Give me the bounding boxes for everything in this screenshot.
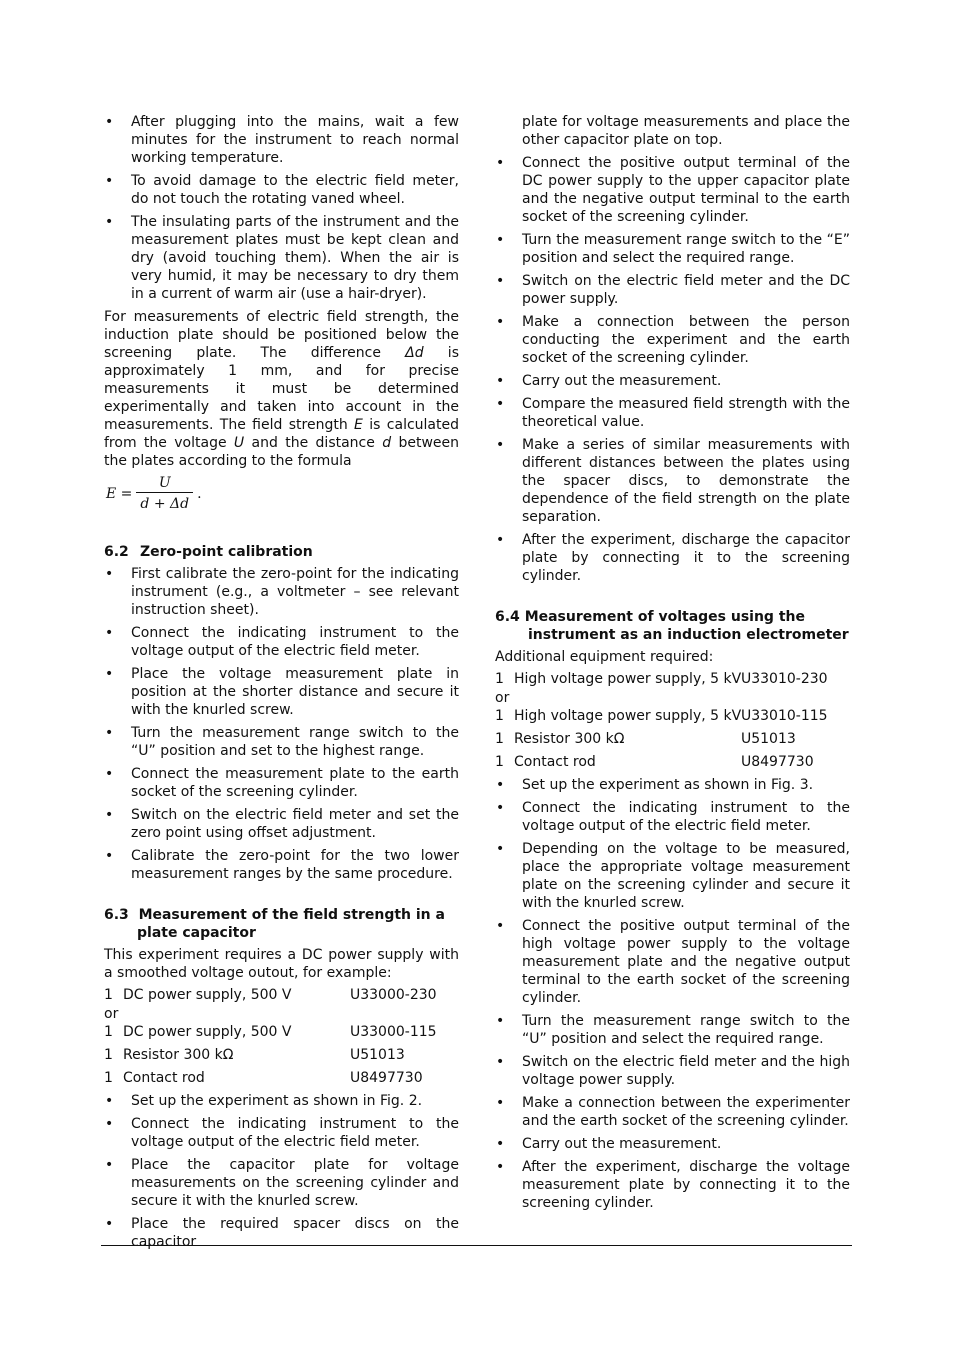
- equipment-row: [495, 753, 850, 771]
- section-heading-6-4: [495, 608, 850, 644]
- formula-end: .: [197, 485, 202, 502]
- equipment-code: U33000-230: [350, 987, 437, 1003]
- list-item: • After the experiment, discharge the capacitor plate by connecting it to the screening cylinder.: [495, 531, 850, 585]
- list-item: • After plugging into the mains, wait a few minutes for the instrument to reach normal working temperature.: [104, 113, 459, 167]
- list-item: • Place the capacitor plate for voltage measurements on the screening cylinder and secure it with the knurled screw.: [104, 1156, 459, 1210]
- para-text: is calculated from the voltage: [104, 417, 459, 451]
- safety-bullet-list: [104, 113, 459, 303]
- list-item: • To avoid damage to the electric field meter, do not touch the rotating vaned wheel.: [104, 172, 459, 208]
- list-item: • Place the required spacer discs on the capacitor: [104, 1215, 459, 1251]
- list-item: • Carry out the measurement.: [495, 372, 850, 390]
- section-number: 6.4: [495, 609, 520, 625]
- d-symbol: d: [382, 435, 392, 451]
- list-item: • Switch on the electric field meter and set the zero point using offset adjustment.: [104, 806, 459, 842]
- equipment-row: [104, 1069, 459, 1087]
- list-item: • Make a connection between the person conducting the experiment and the earth socket of the screening cylinder.: [495, 313, 850, 367]
- list-item: • Turn the measurement range switch to the “U” position and select the required range.: [495, 1012, 850, 1048]
- formula-numerator: U: [158, 475, 171, 491]
- section-intro: Additional equipment required:: [495, 649, 714, 665]
- list-item: • The insulating parts of the instrument and the measurement plates must be kept clean and dry (avoid touching them). When the air is very humid, it may be necessary to dry them in a current of warm air (use a hair-dryer).: [104, 213, 459, 303]
- section-heading-6-3: [104, 906, 459, 942]
- equipment-qty: 1: [104, 1047, 113, 1063]
- para-text: and the distance: [244, 435, 383, 451]
- field-strength-paragraph: [104, 308, 459, 470]
- e-symbol: E: [354, 417, 363, 433]
- equipment-qty: 1: [495, 708, 504, 724]
- para-text: For measurements of electric field strength, the induction plate should be positioned below the screening plate. The difference: [104, 309, 459, 361]
- equipment-qty: 1: [104, 987, 113, 1003]
- equipment-row: [495, 707, 850, 725]
- equipment-code: U8497730: [350, 1070, 423, 1086]
- equipment-qty: 1: [104, 1070, 113, 1086]
- or-separator: or: [104, 1006, 119, 1022]
- list-item: • Make a series of similar measurements with different distances between the plates using the spacer discs, to demonstrate the dependence of the field strength on the plate separation.: [495, 436, 850, 526]
- equipment-name: DC power supply, 500 V: [123, 1024, 292, 1040]
- equipment-qty: 1: [495, 731, 504, 747]
- equipment-code: U8497730: [741, 754, 814, 770]
- equipment-name: High voltage power supply, 5 kV: [514, 671, 742, 687]
- list-item: • Switch on the electric field meter and the high voltage power supply.: [495, 1053, 850, 1089]
- formula-fraction: [136, 474, 193, 513]
- equipment-name: Resistor 300 kΩ: [123, 1047, 234, 1063]
- equipment-qty: 1: [104, 1024, 113, 1040]
- equipment-qty: 1: [495, 671, 504, 687]
- section-title: Measurement of voltages using the instrument as an induction electrometer: [524, 609, 849, 643]
- equipment-row: [104, 1023, 459, 1041]
- list-item: • Turn the measurement range switch to the “U” position and set to the highest range.: [104, 724, 459, 760]
- list-item: • Depending on the voltage to be measured, place the appropriate voltage measurement plate on the screening cylinder and secure it with the knurled screw.: [495, 840, 850, 912]
- list-item: • Compare the measured field strength with the theoretical value.: [495, 395, 850, 431]
- list-item: • After the experiment, discharge the voltage measurement plate by connecting it to the screening cylinder.: [495, 1158, 850, 1212]
- list-item-continuation: plate for voltage measurements and place the other capacitor plate on top.: [522, 114, 850, 148]
- para-text: is approximately 1 mm, and for precise measurements it must be determined experimentally and taken into account in the measurements. The field strength: [104, 345, 459, 433]
- list-item: • Connect the indicating instrument to the voltage output of the electric field meter.: [104, 1115, 459, 1151]
- list-item: • Carry out the measurement.: [495, 1135, 850, 1153]
- equipment-code: U33010-115: [741, 708, 828, 724]
- formula-lhs: E =: [106, 485, 133, 502]
- or-separator: or: [495, 690, 510, 706]
- equipment-code: U33010-230: [741, 671, 828, 687]
- list-item: • First calibrate the zero-point for the indicating instrument (e.g., a voltmeter – see relevant instruction sheet).: [104, 565, 459, 619]
- footer-divider: [101, 1245, 852, 1246]
- equipment-code: U33000-115: [350, 1024, 437, 1040]
- list-item: • Set up the experiment as shown in Fig. 3.: [495, 776, 850, 794]
- list-item: • Connect the indicating instrument to the voltage output of the electric field meter.: [495, 799, 850, 835]
- equipment-row: [495, 670, 850, 688]
- list-item: • Switch on the electric field meter and the DC power supply.: [495, 272, 850, 308]
- equipment-row: [104, 986, 459, 1004]
- equipment-row: [104, 1046, 459, 1064]
- section-title: Measurement of the field strength in a plate capacitor: [137, 907, 445, 941]
- equipment-name: High voltage power supply, 5 kV: [514, 708, 742, 724]
- equipment-name: DC power supply, 500 V: [123, 987, 292, 1003]
- list-item: • Connect the positive output terminal of the high voltage power supply to the voltage measurement plate and the negative output terminal to the earth socket of the screening cylinder.: [495, 917, 850, 1007]
- equipment-name: Resistor 300 kΩ: [514, 731, 625, 747]
- u-symbol: U: [233, 435, 245, 451]
- list-item: • Connect the indicating instrument to the voltage output of the electric field meter.: [104, 624, 459, 660]
- equipment-name: Contact rod: [514, 754, 596, 770]
- list-item: • Place the voltage measurement plate in position at the shorter distance and secure it with the knurled screw.: [104, 665, 459, 719]
- list-item: • Connect the positive output terminal of the DC power supply to the upper capacitor plate and the negative output terminal to the earth socket of the screening cylinder.: [495, 154, 850, 226]
- equipment-code: U51013: [741, 731, 796, 747]
- list-item: • Connect the measurement plate to the earth socket of the screening cylinder.: [104, 765, 459, 801]
- calibration-bullet-list: [104, 565, 459, 883]
- section-number: 6.2: [104, 544, 129, 560]
- section-number: 6.3: [104, 907, 129, 923]
- list-item: • Calibrate the zero-point for the two lower measurement ranges by the same procedure.: [104, 847, 459, 883]
- plate-capacitor-bullet-list-cont: [495, 154, 850, 585]
- left-column: [104, 113, 459, 1256]
- right-column: [495, 113, 850, 1217]
- equipment-row: [495, 730, 850, 748]
- plate-capacitor-bullet-list: [104, 1092, 459, 1251]
- section-intro: This experiment requires a DC power supply with a smoothed voltage outout, for example:: [104, 947, 459, 981]
- equipment-name: Contact rod: [123, 1070, 205, 1086]
- field-strength-formula: [106, 474, 459, 513]
- list-item: • Set up the experiment as shown in Fig. 2.: [104, 1092, 459, 1110]
- section-title: Zero-point calibration: [140, 544, 313, 560]
- delta-d-symbol: Δd: [405, 345, 424, 361]
- list-item: • Turn the measurement range switch to the “E” position and select the required range.: [495, 231, 850, 267]
- para-text: between the plates according to the formula: [104, 435, 459, 469]
- section-heading-6-2: [104, 543, 459, 561]
- formula-denominator: d + Δd: [136, 492, 193, 513]
- equipment-code: U51013: [350, 1047, 405, 1063]
- equipment-qty: 1: [495, 754, 504, 770]
- list-item: • Make a connection between the experimenter and the earth socket of the screening cylinder.: [495, 1094, 850, 1130]
- electrometer-bullet-list: [495, 776, 850, 1212]
